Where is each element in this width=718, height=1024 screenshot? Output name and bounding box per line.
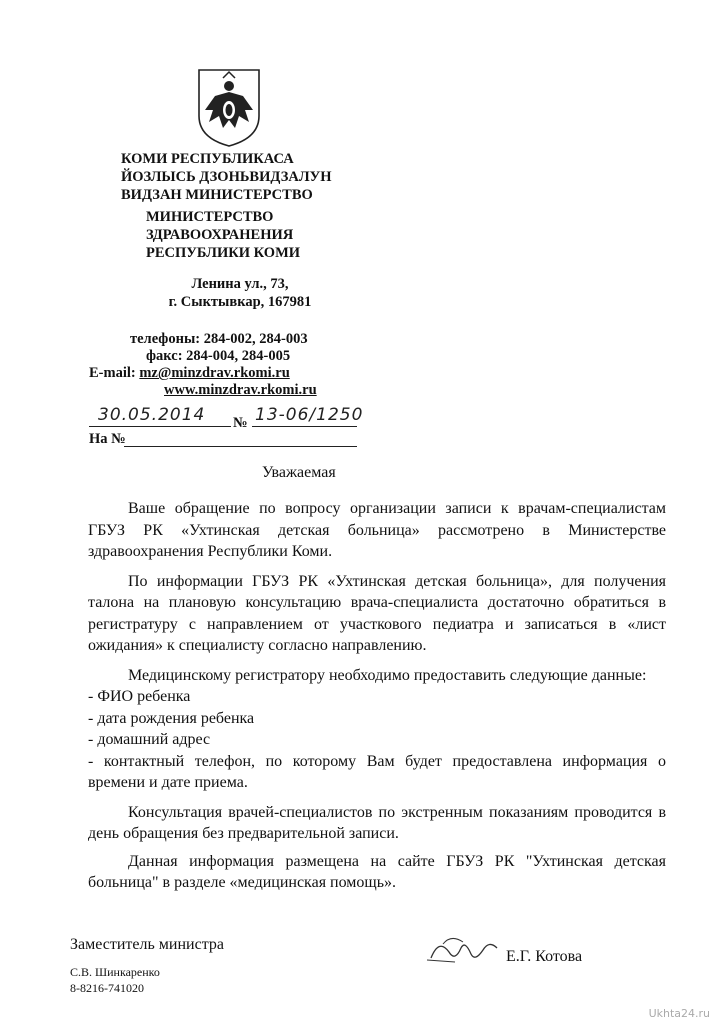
salutation: Уважаемая xyxy=(262,464,336,481)
watermark: Ukhta24.ru xyxy=(648,1007,710,1020)
paragraph: Ваше обращение по вопросу организации записи к врачам-специалистам ГБУЗ РК «Ухтинская детская больница» рассмотрено в Министерстве здравоохранения Республики Коми. xyxy=(88,500,666,560)
komi-line: ВИДЗАН МИНИСТЕРСТВО xyxy=(121,187,313,203)
komi-line: ЙОЗЛЫСЬ ДЗОНЬВИДЗАЛУН xyxy=(121,169,332,185)
list-item: - дата рождения ребенка xyxy=(88,709,255,727)
komi-header xyxy=(121,150,332,204)
email-label: E-mail: xyxy=(89,365,136,381)
ministry-line: ЗДРАВООХРАНЕНИЯ xyxy=(146,227,294,243)
registration-date: 30.05.2014 xyxy=(98,405,206,425)
fax: факс: 284-004, 284-005 xyxy=(146,348,291,364)
address-city: г. Сыктывкар, 167981 xyxy=(168,294,312,310)
paragraph: Медицинскому регистратору необходимо предоставить следующие данные: xyxy=(128,666,647,684)
letter-body xyxy=(88,498,666,894)
reply-to-line xyxy=(124,446,357,447)
date-line xyxy=(89,426,231,427)
number-label: № xyxy=(233,415,248,431)
address-block xyxy=(155,275,325,311)
ministry-line: РЕСПУБЛИКИ КОМИ xyxy=(146,245,301,261)
list-item: - домашний адрес xyxy=(88,731,211,748)
list-item: - ФИО ребенка xyxy=(88,688,191,705)
paragraph: Данная информация размещена на сайте ГБУЗ РК "Ухтинская детская больница" в разделе «медицинская помощь». xyxy=(88,852,666,891)
paragraph: По информации ГБУЗ РК «Ухтинская детская больница», для получения талона на плановую консультацию врача-специалиста достаточно обратиться в регистратуру с направлением от участкового педиатра и записаться в «лист ожидания» к специалисту согласно направлению. xyxy=(88,572,666,654)
komi-line: КОМИ РЕСПУБЛИКАСА xyxy=(121,151,294,167)
handwritten-signature xyxy=(425,930,505,975)
list-item: - контактный телефон, по которому Вам будет предоставлена информация о времени и дате приема. xyxy=(88,752,666,791)
coat-of-arms-emblem xyxy=(195,66,263,148)
website-link[interactable]: www.minzdrav.rkomi.ru xyxy=(164,382,317,398)
signer-position: Заместитель министра xyxy=(70,936,224,953)
ministry-header xyxy=(146,208,300,262)
phones: телефоны: 284-002, 284-003 xyxy=(130,331,308,347)
paragraph: Консультация врачей-специалистов по экстренным показаниям проводится в день обращения без предварительной записи. xyxy=(88,803,666,842)
registration-number: 13-06/1250 xyxy=(255,405,364,425)
address-street: Ленина ул., 73, xyxy=(191,276,289,292)
reply-to-label: На № xyxy=(89,431,126,447)
number-line xyxy=(252,426,357,427)
ministry-line: МИНИСТЕРСТВО xyxy=(146,209,274,225)
executor-phone: 8-8216-741020 xyxy=(70,981,144,995)
executor-name: С.В. Шинкаренко xyxy=(70,965,160,979)
email-link[interactable]: mz@minzdrav.rkomi.ru xyxy=(139,365,290,381)
signer-name: Е.Г. Котова xyxy=(506,948,583,965)
email-row xyxy=(89,364,290,382)
